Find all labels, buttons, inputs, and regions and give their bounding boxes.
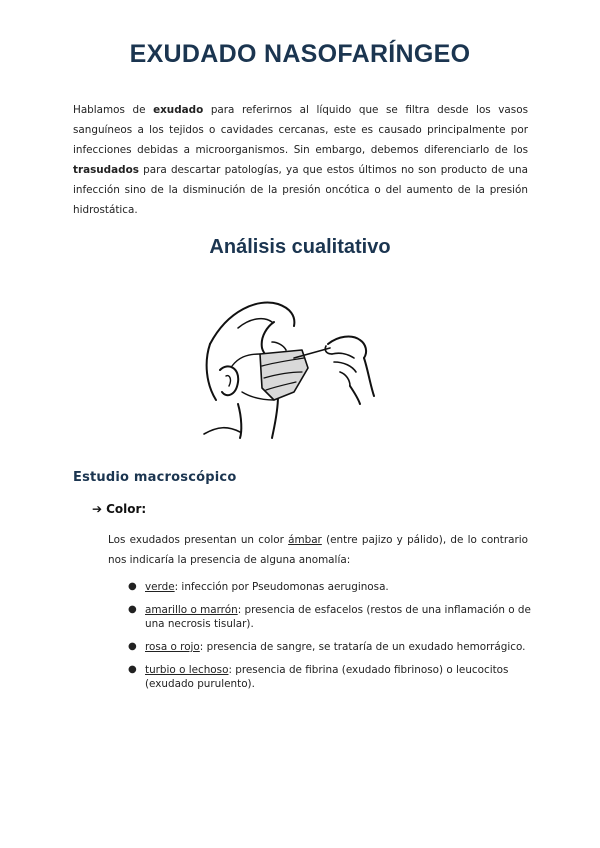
color-list <box>128 580 532 700</box>
list-item-term: verde <box>145 581 175 593</box>
intro-paragraph <box>73 100 528 220</box>
color-description <box>108 530 528 570</box>
subsection-title: Estudio macroscópico <box>73 470 237 485</box>
color-desc-a: Los exudados presentan un color <box>108 534 289 546</box>
intro-bold-exudado: exudado <box>153 104 204 116</box>
list-item-term: turbio o lechoso <box>145 664 229 676</box>
intro-text-2: para referirnos al líquido que se filtra desde los vasos sanguíneos a los tejidos o cavidades cercanas, este es causado principalmente por infecciones debidas a microorganismos. Sin embargo, debemos diferenciarlo de los <box>73 104 528 156</box>
list-item <box>128 640 532 654</box>
list-item <box>128 603 532 631</box>
arrow-right-icon: ➔ <box>92 502 103 516</box>
bullet-icon: ● <box>128 581 137 592</box>
document-title: EXUDADO NASOFARÍNGEO <box>129 40 471 68</box>
intro-text-3: para descartar patologías, ya que estos últimos no son producto de una infección sino de la disminución de la presión oncótica o del aumento de la presión hidrostática. <box>73 164 528 216</box>
nasopharyngeal-swab-illustration <box>198 292 376 440</box>
bullet-icon: ● <box>128 641 137 652</box>
bullet-icon: ● <box>128 604 137 615</box>
bullet-icon: ● <box>128 664 137 675</box>
list-item <box>128 580 532 594</box>
color-heading-label: Color: <box>106 502 147 516</box>
list-item-text: : presencia de sangre, se trataría de un exudado hemorrágico. <box>199 641 526 653</box>
list-item-text: : infección por Pseudomonas aeruginosa. <box>174 581 389 593</box>
list-item-term: amarillo o marrón <box>145 604 238 616</box>
intro-text-1: Hablamos de <box>73 104 154 116</box>
list-item-text: : presencia de fibrina (exudado fibrinoso) o leucocitos (exudado purulento). <box>145 664 509 690</box>
list-item <box>128 663 532 691</box>
section-title: Análisis cualitativo <box>209 236 391 258</box>
list-item-term: rosa o rojo <box>145 641 200 653</box>
list-item-text: : presencia de esfacelos (restos de una inflamación o de una necrosis tisular). <box>145 604 531 630</box>
intro-bold-trasudados: trasudados <box>73 164 139 176</box>
color-heading <box>92 502 146 516</box>
color-desc-ambar: ámbar <box>288 534 322 546</box>
color-desc-b: (entre pajizo y pálido), de lo contrario nos indicaría la presencia de alguna anomalía: <box>108 534 528 566</box>
